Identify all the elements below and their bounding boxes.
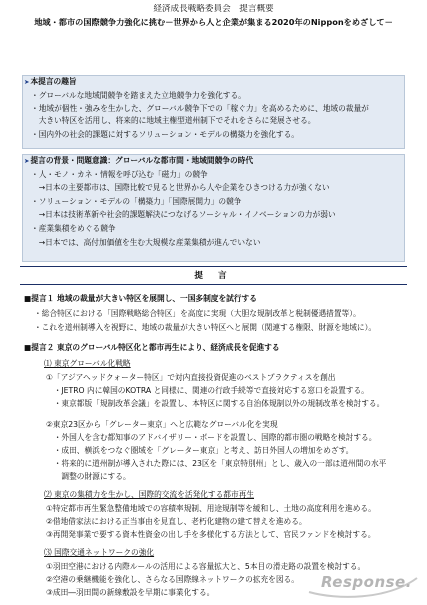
watermark-text: Response. [321,573,412,591]
proposal2-sub1-line: ②東京23区から「グレーター東京」へと広範なグローバル化を実現 [46,420,278,429]
proposal1-heading: ■提言１ 地域の裁量が大きい特区を展開し、一国多制度を試行する [24,294,257,303]
summary-item: 大きい特区を活用し、将来的に地域主権型道州制下でそれをさらに発展させる。 [31,116,316,125]
background-line: →日本の主要都市は、国際比較で見ると世界から人や企業をひきつける力が強くない [31,183,330,192]
proposal2-sub1-title: ⑴ 東京グローバル化戦略 [44,359,131,368]
summary-item: ・国内外の社会的課題に対するソリューション・モデルの構築力を強化する。 [31,130,299,139]
proposal2-sub1-line: ・外国人を含む都知事のアドバイザリー・ボードを設置し、国際的都市圏の戦略を検討する。 [46,433,377,442]
proposal2-sub1-line: 調整の財源にする。 [46,472,131,481]
background-heading-text: 提言の背景・問題意識：グローバルな都市間・地域間競争の時代 [30,156,254,165]
document-title: 経済成長戦略委員会 提言概要 [153,4,274,14]
background-line: ・人・モノ・カネ・情報を呼び込む「磁力」の競争 [31,170,208,179]
section-divider-top [20,266,407,267]
proposal1-line: ・これを道州制導入を視野に、地域の裁量が大きい特区へと展開（関連する権限、財源を地域に）。 [34,323,377,332]
background-heading [24,156,253,166]
proposal1-line: ・総合特区における「国際戦略総合特区」を高度に実現（大胆な規制改革と税制優遇措置等）。 [34,309,361,318]
proposal2-sub2-line: ③再開発事業で要する資本性資金の出し手を多様化する方法として、官民ファンドを検討する。 [46,530,376,539]
proposal2-sub3-line: ①羽田空港における内際ルールの活用による容量拡大と、5本目の滑走路の設置を検討する。 [46,562,366,571]
background-line: →日本は技術革新や社会的課題解決につなげるソーシャル・イノベーションの力が弱い [31,210,336,219]
proposal2-sub1-line: ・将来的に道州制が導入された際には、23区を「東京特別州」とし、歳入の一部は道州間の水平 [46,459,387,468]
section-divider-bottom [20,284,407,285]
proposal2-sub3-title: ⑶ 国際交通ネットワークの強化 [44,548,155,557]
proposal2-sub1-line: ・JETRO 内に韓国のKOTRA と同様に、関連の行政手続等で直接対応する窓口を設置する。 [46,386,369,395]
proposal2-sub3-line: ③成田―羽田間の新線敷設を早期に事業化する。 [46,588,215,597]
summary-heading-text: 本提言の趣旨 [30,77,77,86]
proposal2-sub1-line: ・成田、横浜をつなぐ圏域を「グレーター東京」と考え、訪日外国人の増加をめざす。 [46,446,354,455]
summary-heading [24,77,77,87]
document-subtitle: 地域・都市の国際競争力強化に挑む－世界から人と企業が集まる2020年のNipponをめざして－ [34,17,393,27]
background-line: ・産業集積をめぐる競争 [31,224,116,233]
summary-item: ・地域が個性・強みを生かした、グローバル競争下での「稼ぐ力」を高めるために、地域の裁量が [31,104,369,113]
proposal2-sub2-line: ①特定都市再生緊急整備地域での容積率規制、用途規制等を緩和し、土地の高度利用を進める。 [46,504,376,513]
proposal2-heading: ■提言２ 東京のグローバル特区化と都市再生により、経済成長を促進する [24,343,280,352]
background-line: ・ソリューション・モデルの「構築力」「国際展開力」の競争 [31,197,242,206]
proposals-title: 提 言 [194,271,233,281]
diamond-marker-icon: ➤ [24,78,30,86]
proposal2-sub1-line: ①「アジアヘッドクォーター特区」で対内直接投資促進のベストプラクティスを創出 [46,373,336,382]
diamond-marker-icon: ➤ [24,157,30,165]
proposal2-sub2-line: ②借地借家法における正当事由を見直し、老朽化建物の建て替えを進める。 [46,517,307,526]
response-watermark-logo [307,570,419,600]
proposal2-sub2-title: ⑵ 東京の集積力を生かし、国際的交流を活発化する都市再生 [44,490,255,499]
proposal2-sub3-line: ②空港の乗継機能を強化し、さらなる国際線ネットワークの拡充を図る。 [46,575,299,584]
background-line: →日本では、高付加価値を生む大規模な産業集積が進んでいない [31,238,261,247]
summary-item: ・グローバルな地域間競争を踏まえた立地競争力を強化する。 [31,91,246,100]
proposal2-sub1-line: ・東京都版「規制改革会議」を設置し、本特区に関する自治体規制以外の規制改革を検討する。 [46,399,385,408]
